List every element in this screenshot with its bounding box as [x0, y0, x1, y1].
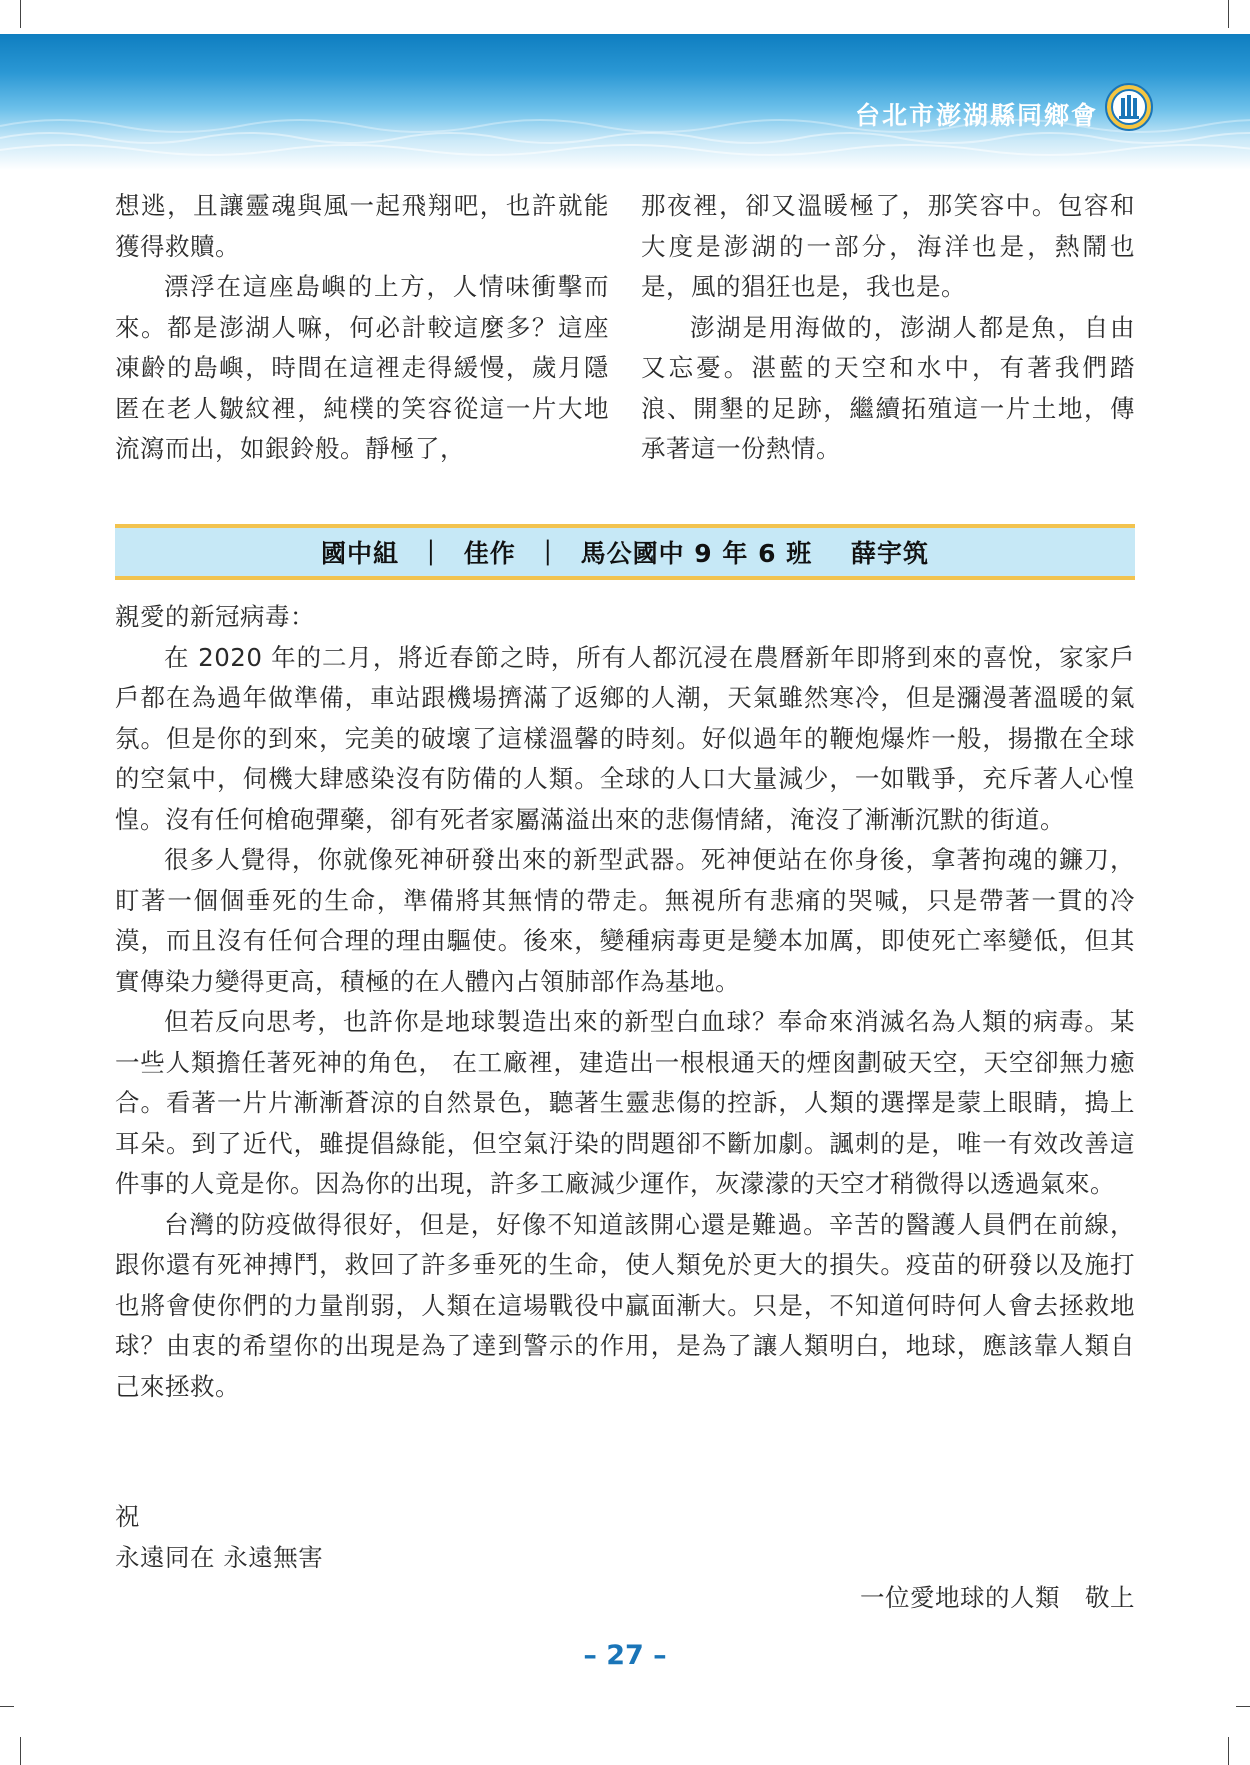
letter-body — [115, 597, 1135, 1407]
association-emblem-icon — [1104, 82, 1154, 132]
paragraph: 想逃，且讓靈魂與風一起飛翔吧，也許就能獲得救贖。 — [115, 191, 609, 261]
crop-mark — [20, 0, 21, 28]
paragraph: 但若反向思考，也許你是地球製造出來的新型白血球？奉命來消滅名為人類的病毒。某一些人類擔任著死神的角色， 在工廠裡，建造出一根根通天的煙囪劃破天空，天空卻無力癒合。看著一片片漸漸蒼涼的自然景色，聽著生靈悲傷的控訴，人類的選擇是蒙上眼睛，搗上耳朵。到了近代，雖提倡綠能，但空氣汙染的問題卻不斷加劇。諷刺的是，唯一有效改善這件事的人竟是你。因為你的出現，許多工廠減少運作，灰濛濛的天空才稍微得以透過氣來。 — [115, 1007, 1135, 1198]
entry-banner: 國中組 ｜ 佳作 ｜ 馬公國中 9 年 6 班 薛宇筑 — [115, 524, 1135, 580]
paragraph: 在 2020 年的二月，將近春節之時，所有人都沉浸在農曆新年即將到來的喜悅，家家戶戶都在為過年做準備，車站跟機場擠滿了返鄉的人潮，天氣雖然寒冷，但是瀰漫著溫暖的氣氛。但是你的到來，完美的破壞了這樣溫馨的時刻。好似過年的鞭炮爆炸一般，揚撒在全球的空氣中，伺機大肆感染沒有防備的人類。全球的人口大量減少，一如戰爭，充斥著人心惶惶。沒有任何槍砲彈藥，卻有死者家屬滿溢出來的悲傷情緒，淹沒了漸漸沉默的街道。 — [115, 642, 1135, 834]
paragraph: 那夜裡，卻又溫暖極了，那笑容中。包容和大度是澎湖的一部分，海洋也是，熱鬧也是，風的猖狂也是，我也是。 — [641, 191, 1135, 301]
right-column — [641, 186, 1135, 470]
letter-closing — [115, 1497, 1135, 1578]
closing-line: 祝 — [115, 1502, 140, 1531]
crop-mark — [1236, 1706, 1250, 1707]
closing-line: 永遠同在 永遠無害 — [115, 1542, 324, 1572]
page-number: – 27 – — [583, 1640, 667, 1671]
crop-mark — [1228, 0, 1229, 28]
crop-mark — [0, 1706, 14, 1707]
signature: 一位愛地球的人類 敬上 — [860, 1583, 1135, 1612]
paragraph: 漂浮在這座島嶼的上方，人情味衝擊而來。都是澎湖人嘛，何必計較這麼多？這座凍齡的島嶼，時間在這裡走得緩慢，歲月隱匿在老人皺紋裡，純樸的笑容從這一片大地流瀉而出，如銀鈴般。靜極了， — [115, 272, 609, 463]
crop-mark — [1228, 1737, 1229, 1765]
paragraph: 台灣的防疫做得很好，但是，好像不知道該開心還是難過。辛苦的醫護人員們在前線，跟你還有死神搏鬥，救回了許多垂死的生命，使人類免於更大的損失。疫苗的研發以及施打也將會使你們的力量削弱，人類在這場戰役中贏面漸大。只是，不知道何時何人會去拯救地球？由衷的希望你的出現是為了達到警示的作用，是為了讓人類明白，地球，應該靠人類自己來拯救。 — [115, 1209, 1135, 1401]
page-header — [0, 34, 1250, 170]
crop-mark — [20, 1737, 21, 1765]
paragraph: 很多人覺得，你就像死神研發出來的新型武器。死神便站在你身後，拿著拘魂的鐮刀，盯著一個個垂死的生命，準備將其無情的帶走。無視所有悲痛的哭喊，只是帶著一貫的冷漠，而且沒有任何合理的理由驅使。後來，變種病毒更是變本加厲，即使死亡率變低，但其實傳染力變得更高，積極的在人體內占領肺部作為基地。 — [115, 845, 1135, 996]
salutation: 親愛的新冠病毒： — [115, 602, 315, 631]
organization-name: 台北市澎湖縣同鄉會 — [854, 101, 1098, 130]
paragraph: 澎湖是用海做的，澎湖人都是魚，自由又忘憂。湛藍的天空和水中，有著我們踏浪、開墾的足跡，繼續拓殖這一片土地，傳承著這一份熱情。 — [641, 312, 1135, 463]
left-column — [115, 186, 609, 470]
